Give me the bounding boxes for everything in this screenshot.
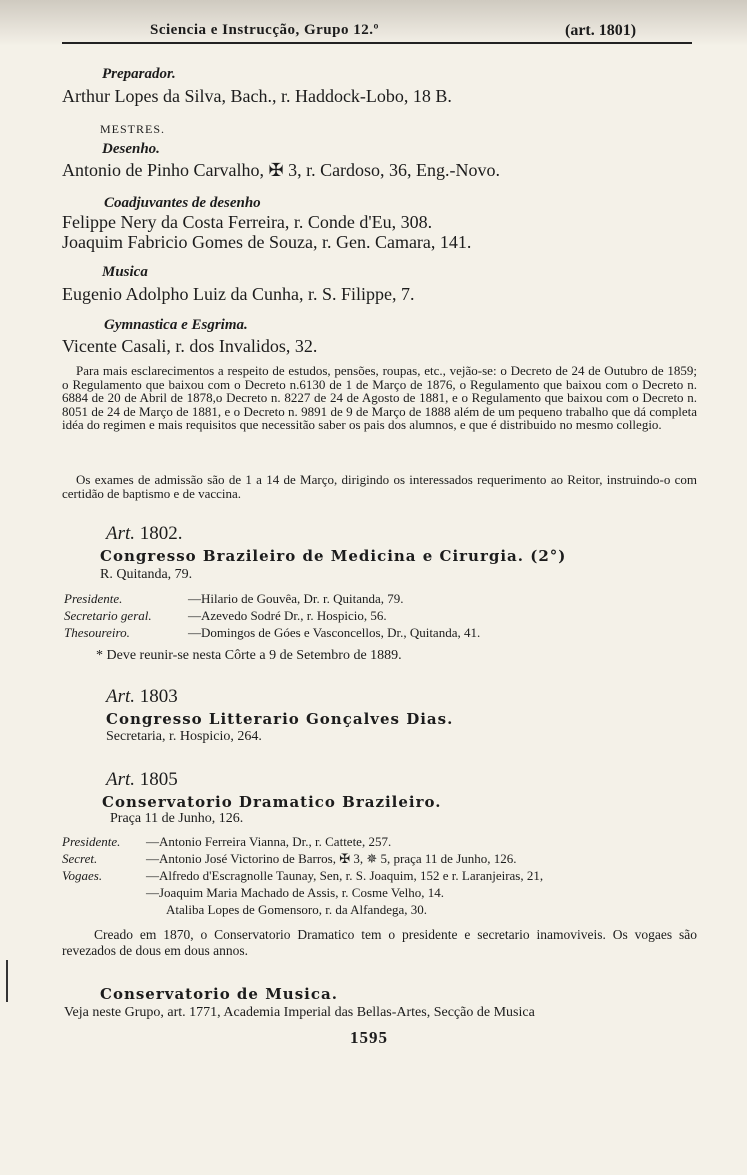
- art-1802-address: R. Quitanda, 79.: [100, 567, 193, 582]
- musica-title: Conservatorio de Musica.: [100, 985, 338, 1003]
- header-article-number: (art. 1801): [565, 22, 637, 39]
- coadjuvante-2: Joaquim Fabricio Gomes de Souza, r. Gen. Camara, 141.: [62, 232, 472, 252]
- margin-mark: [6, 960, 8, 1002]
- art-1805-member: —Antonio José Victorino de Barros, ✠ 3, ✵ 5, praça 11 de Junho, 126.: [146, 851, 517, 866]
- art-1805-member: Ataliba Lopes de Gomensoro, r. da Alfandega, 30.: [166, 902, 428, 917]
- musica-role: Musica: [102, 264, 148, 280]
- art-1802-member: —Azevedo Sodré Dr., r. Hospicio, 56.: [188, 608, 387, 623]
- art-1805-row: [62, 851, 517, 867]
- admission-paragraph: Os exames de admissão são de 1 a 14 de Março, dirigindo os interessados requerimento ao Reitor, instruindo-o com certidão de baptismo e de vaccina.: [62, 472, 697, 501]
- art-1805-row: [166, 902, 427, 918]
- header-rule: [62, 42, 692, 44]
- art-1802-role: Thesoureiro.: [64, 625, 130, 640]
- art-1805-number: 1805: [139, 769, 178, 790]
- art-1802-title: Congresso Brazileiro de Medicina e Cirurgia. (2°): [100, 547, 567, 565]
- art-1805-row: [62, 868, 543, 884]
- art-1802-heading: [106, 523, 183, 545]
- gymnastica-role: Gymnastica e Esgrima.: [104, 317, 248, 333]
- decrees-paragraph: Para mais esclarecimentos a respeito de estudos, pensões, roupas, etc., vejão-se: o Decreto de 24 de Outubro de 1859; o Regulamento que baixou com o Decreto n.6130 de 1 de Março de 1876, o Regulamento que baixou com o Decreto n. 6884 de 20 de Abril de 1878,o Decreto n. 8227 de 24 de Agosto de 1881, e o Regulamento que baixou com o Decreto n. 8051 de 24 de Março de 1881, e o Decreto n. 9891 de 9 de Março de 1888 além de um pequeno trabalho que dá completa idéa do regimen e mais requisitos que necessitão saber os pais dos alumnos, e que é distribuido no mesmo collegio.: [62, 363, 697, 433]
- art-1805-paragraph: Creado em 1870, o Conservatorio Dramatico tem o presidente e secretario inamoviveis. Os vogaes são revezados de dous em dous annos.: [62, 927, 697, 958]
- page-number: 1595: [350, 1028, 388, 1047]
- musica-reference: Veja neste Grupo, art. 1771, Academia Imperial das Bellas-Artes, Secção de Musica: [64, 1005, 535, 1020]
- art-1805-member: —Antonio Ferreira Vianna, Dr., r. Cattete, 257.: [146, 834, 392, 849]
- musica-name: Eugenio Adolpho Luiz da Cunha, r. S. Filippe, 7.: [62, 284, 415, 304]
- art-1802-role: Presidente.: [64, 591, 123, 606]
- art-1802-member: —Domingos de Góes e Vasconcellos, Dr., Quitanda, 41.: [188, 625, 481, 640]
- art-1802-member: —Hilario de Gouvêa, Dr. r. Quitanda, 79.: [188, 591, 404, 606]
- art-1805-row: [62, 834, 391, 850]
- art-1803-label: Art.: [106, 686, 136, 707]
- art-1802-number: 1802.: [139, 523, 183, 544]
- art-1803-number: 1803: [139, 686, 178, 707]
- art-1803-heading: [106, 686, 178, 708]
- desenho-role: Desenho.: [102, 141, 160, 157]
- art-1805-title: Conservatorio Dramatico Brazileiro.: [102, 793, 442, 811]
- art-1805-role: Secret.: [62, 851, 98, 866]
- art-1805-role: Vogaes.: [62, 868, 103, 883]
- preparador-name: Arthur Lopes da Silva, Bach., r. Haddock-Lobo, 18 B.: [62, 86, 452, 106]
- art-1802-row: [64, 625, 480, 641]
- art-1802-note: * Deve reunir-se nesta Côrte a 9 de Setembro de 1889.: [96, 648, 402, 663]
- art-1805-address: Praça 11 de Junho, 126.: [110, 811, 244, 826]
- art-1805-member: —Alfredo d'Escragnolle Taunay, Sen, r. S. Joaquim, 152 e r. Laranjeiras, 21,: [146, 868, 544, 883]
- art-1805-label: Art.: [106, 769, 136, 790]
- art-1802-row: [64, 608, 387, 624]
- art-1803-address: Secretaria, r. Hospicio, 264.: [106, 729, 262, 744]
- art-1802-role: Secretario geral.: [64, 608, 152, 623]
- desenho-name: Antonio de Pinho Carvalho, ✠ 3, r. Cardoso, 36, Eng.-Novo.: [62, 160, 501, 180]
- mestres-label: MESTRES.: [100, 122, 166, 136]
- art-1805-member: —Joaquim Maria Machado de Assis, r. Cosme Velho, 14.: [146, 885, 445, 900]
- art-1805-row: [146, 885, 444, 901]
- running-header: Sciencia e Instrucção, Grupo 12.º: [150, 22, 379, 38]
- preparador-role: Preparador.: [102, 66, 176, 82]
- gymnastica-name: Vicente Casali, r. dos Invalidos, 32.: [62, 336, 318, 356]
- art-1805-role: Presidente.: [62, 834, 121, 849]
- art-1805-heading: [106, 769, 178, 791]
- art-1803-title: Congresso Litterario Gonçalves Dias.: [106, 710, 454, 728]
- coadjuvante-1: Felippe Nery da Costa Ferreira, r. Conde d'Eu, 308.: [62, 212, 433, 232]
- art-1802-label: Art.: [106, 523, 136, 544]
- art-1802-row: [64, 591, 404, 607]
- coadjuvantes-role: Coadjuvantes de desenho: [104, 195, 261, 211]
